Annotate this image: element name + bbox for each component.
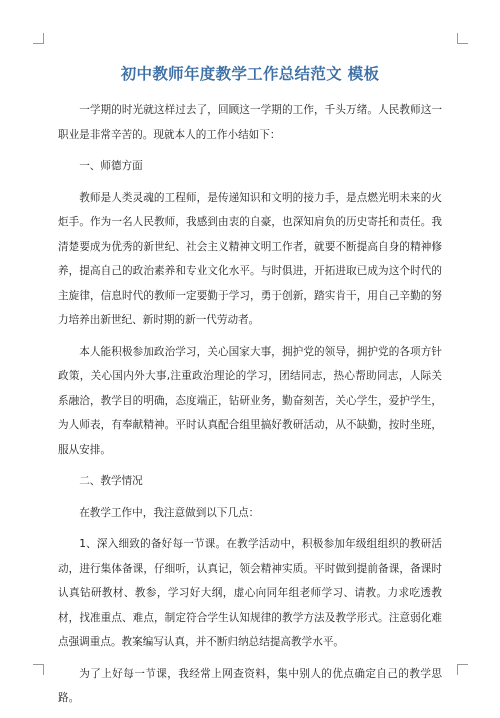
- crop-mark-top-left: [33, 33, 44, 44]
- ethics-paragraph-1: 教师是人类灵魂的工程师，是传递知识和文明的接力手，是点燃光明未来的火炬手。作为一名人民教师，我感到由衷的自豪，也深知肩负的历史寄托和责任。我清楚要成为优秀的新世纪、社会主义精神文明工作者，就要不断提高自身的精神修养，提高自己的政治素养和专业文化水平。与时俱进，开拓进取已成为这个时代的主旋律，信息时代的教师一定要勤于学习，勇于创新，踏实肯干，用自己辛勤的努力培养出新世纪、新时期的新一代劳动者。: [58, 191, 442, 326]
- crop-mark-bottom-left: [33, 664, 44, 675]
- crop-mark-top-right: [457, 33, 468, 44]
- teaching-intro-paragraph: 在教学工作中，我注意做到以下几点：: [79, 506, 260, 519]
- document-body: [58, 98, 442, 718]
- teaching-research-paragraph: 为了上好每一节课，我经常上网查资料，集中别人的优点确定自己的教学思路。: [58, 667, 442, 704]
- ethics-paragraph-2: 本人能积极参加政治学习，关心国家大事，拥护党的领导，拥护党的各项方针政策，关心国内外大事,注重政治理论的学习，团结同志，热心帮助同志，人际关系融洽，教学目的明确，态度端正，钻研业务，勤奋刻苦，关心学生，爱护学生，为人师表，有奉献精神。平时认真配合组里搞好教研活动，从不缺勤，按时坐班，服从安排。: [58, 345, 442, 456]
- section-heading-teaching: 二、教学情况: [79, 475, 143, 487]
- intro-paragraph: 一学期的时光就这样过去了，回顾这一学期的工作，千头万绪。人民教师这一职业是非常辛苦的。现就本人的工作小结如下：: [58, 104, 442, 141]
- teaching-point-1-paragraph: 1、深入细致的备好每一节课。在教学活动中，积极参加年级组组织的教研活动，进行集体备课，仔细听，认真记，领会精神实质。平时做到提前备课，备课时认真钻研教材、教参，学习好大纲，虚心向同年组老师学习、请教。力求吃透教材，找准重点、难点，制定符合学生认知规律的教学方法及教学形式。注意弱化难点强调重点。教案编写认真，并不断归纳总结提高教学水平。: [58, 538, 442, 648]
- document-title: 初中教师年度教学工作总结范文 模板: [120, 65, 380, 83]
- crop-mark-bottom-right: [457, 664, 468, 675]
- section-heading-ethics: 一、师德方面: [79, 160, 143, 172]
